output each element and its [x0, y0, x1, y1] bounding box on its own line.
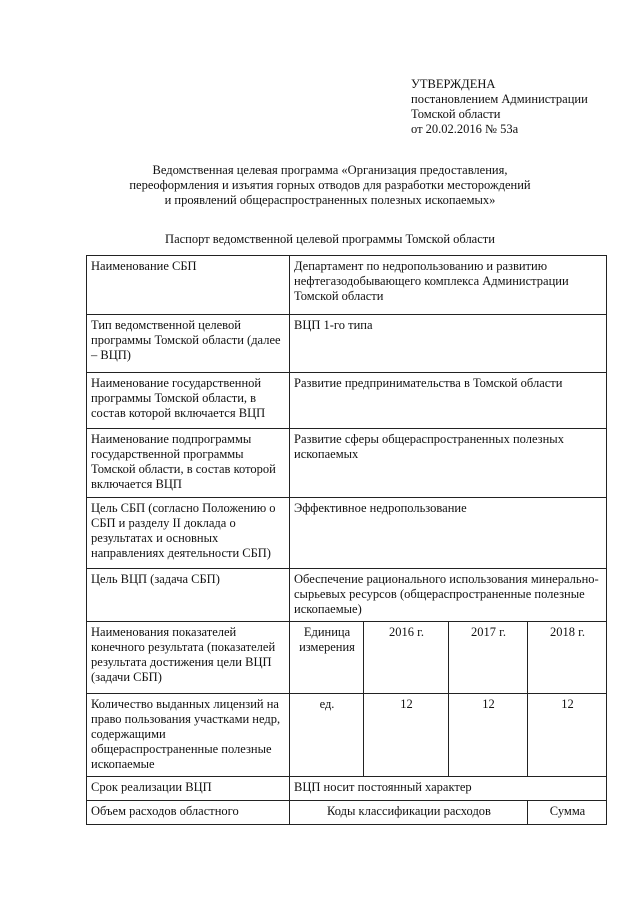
approval-line: Томской области — [411, 107, 501, 121]
indicator-name: Количество выданных лицензий на право пользования участками недр, содержащими общераспространенные полезные ископаемые — [87, 694, 290, 777]
table-row — [87, 315, 607, 373]
approval-line: постановлением Администрации — [411, 92, 588, 106]
row-value: ВЦП 1-го типа — [290, 315, 607, 373]
row-value: Обеспечение рационального использования минерально-сырьевых ресурсов (общераспространенные полезные ископаемые) — [290, 569, 607, 622]
table-row — [87, 373, 607, 429]
row-value: ВЦП носит постоянный характер — [290, 777, 607, 801]
table-row — [87, 429, 607, 498]
row-value: Эффективное недропользование — [290, 498, 607, 569]
year-header: 2017 г. — [449, 622, 528, 694]
unit-header: Единица измерения — [290, 622, 364, 694]
table-row — [87, 569, 607, 622]
indicator-value-row — [87, 694, 607, 777]
expenses-row — [87, 801, 607, 825]
year-header: 2018 г. — [528, 622, 607, 694]
row-value: Департамент по недропользованию и развитию нефтегазодобывающего комплекса Администрации Томской области — [290, 256, 607, 315]
indicator-value: 12 — [449, 694, 528, 777]
program-title — [60, 163, 600, 208]
indicator-value: 12 — [528, 694, 607, 777]
title-line: и проявлений общераспространенных полезных ископаемых» — [164, 193, 496, 207]
row-label: Срок реализации ВЦП — [87, 777, 290, 801]
row-value: Развитие предпринимательства в Томской области — [290, 373, 607, 429]
indicator-label: Наименования показателей конечного результата (показателей результата достижения цели ВЦП (задачи СБП) — [87, 622, 290, 694]
indicator-value: 12 — [364, 694, 449, 777]
table-row — [87, 777, 607, 801]
passport-table — [86, 255, 607, 825]
row-value: Развитие сферы общераспространенных полезных ископаемых — [290, 429, 607, 498]
row-label: Цель ВЦП (задача СБП) — [87, 569, 290, 622]
title-line: Ведомственная целевая программа «Организация предоставления, — [152, 163, 508, 177]
row-label: Тип ведомственной целевой программы Томской области (далее – ВЦП) — [87, 315, 290, 373]
table-row — [87, 256, 607, 315]
passport-subtitle: Паспорт ведомственной целевой программы Томской области — [165, 232, 495, 246]
row-label: Наименование государственной программы Томской области, в состав которой включается ВЦП — [87, 373, 290, 429]
indicator-unit: ед. — [290, 694, 364, 777]
row-label: Цель СБП (согласно Положению о СБП и разделу II доклада о результатах и основных направлениях деятельности СБП) — [87, 498, 290, 569]
row-label: Наименование подпрограммы государственной программы Томской области, в состав которой включается ВЦП — [87, 429, 290, 498]
approval-line: УТВЕРЖДЕНА — [411, 77, 496, 91]
expense-sum-header: Сумма — [528, 801, 607, 825]
row-label: Наименование СБП — [87, 256, 290, 315]
approval-stamp — [411, 77, 631, 137]
expense-codes-header: Коды классификации расходов — [290, 801, 528, 825]
table-row — [87, 498, 607, 569]
expenses-label: Объем расходов областного — [87, 801, 290, 825]
year-header: 2016 г. — [364, 622, 449, 694]
indicator-header-row — [87, 622, 607, 694]
title-line: переоформления и изъятия горных отводов для разработки месторождений — [129, 178, 531, 192]
approval-line: от 20.02.2016 № 53а — [411, 122, 519, 136]
